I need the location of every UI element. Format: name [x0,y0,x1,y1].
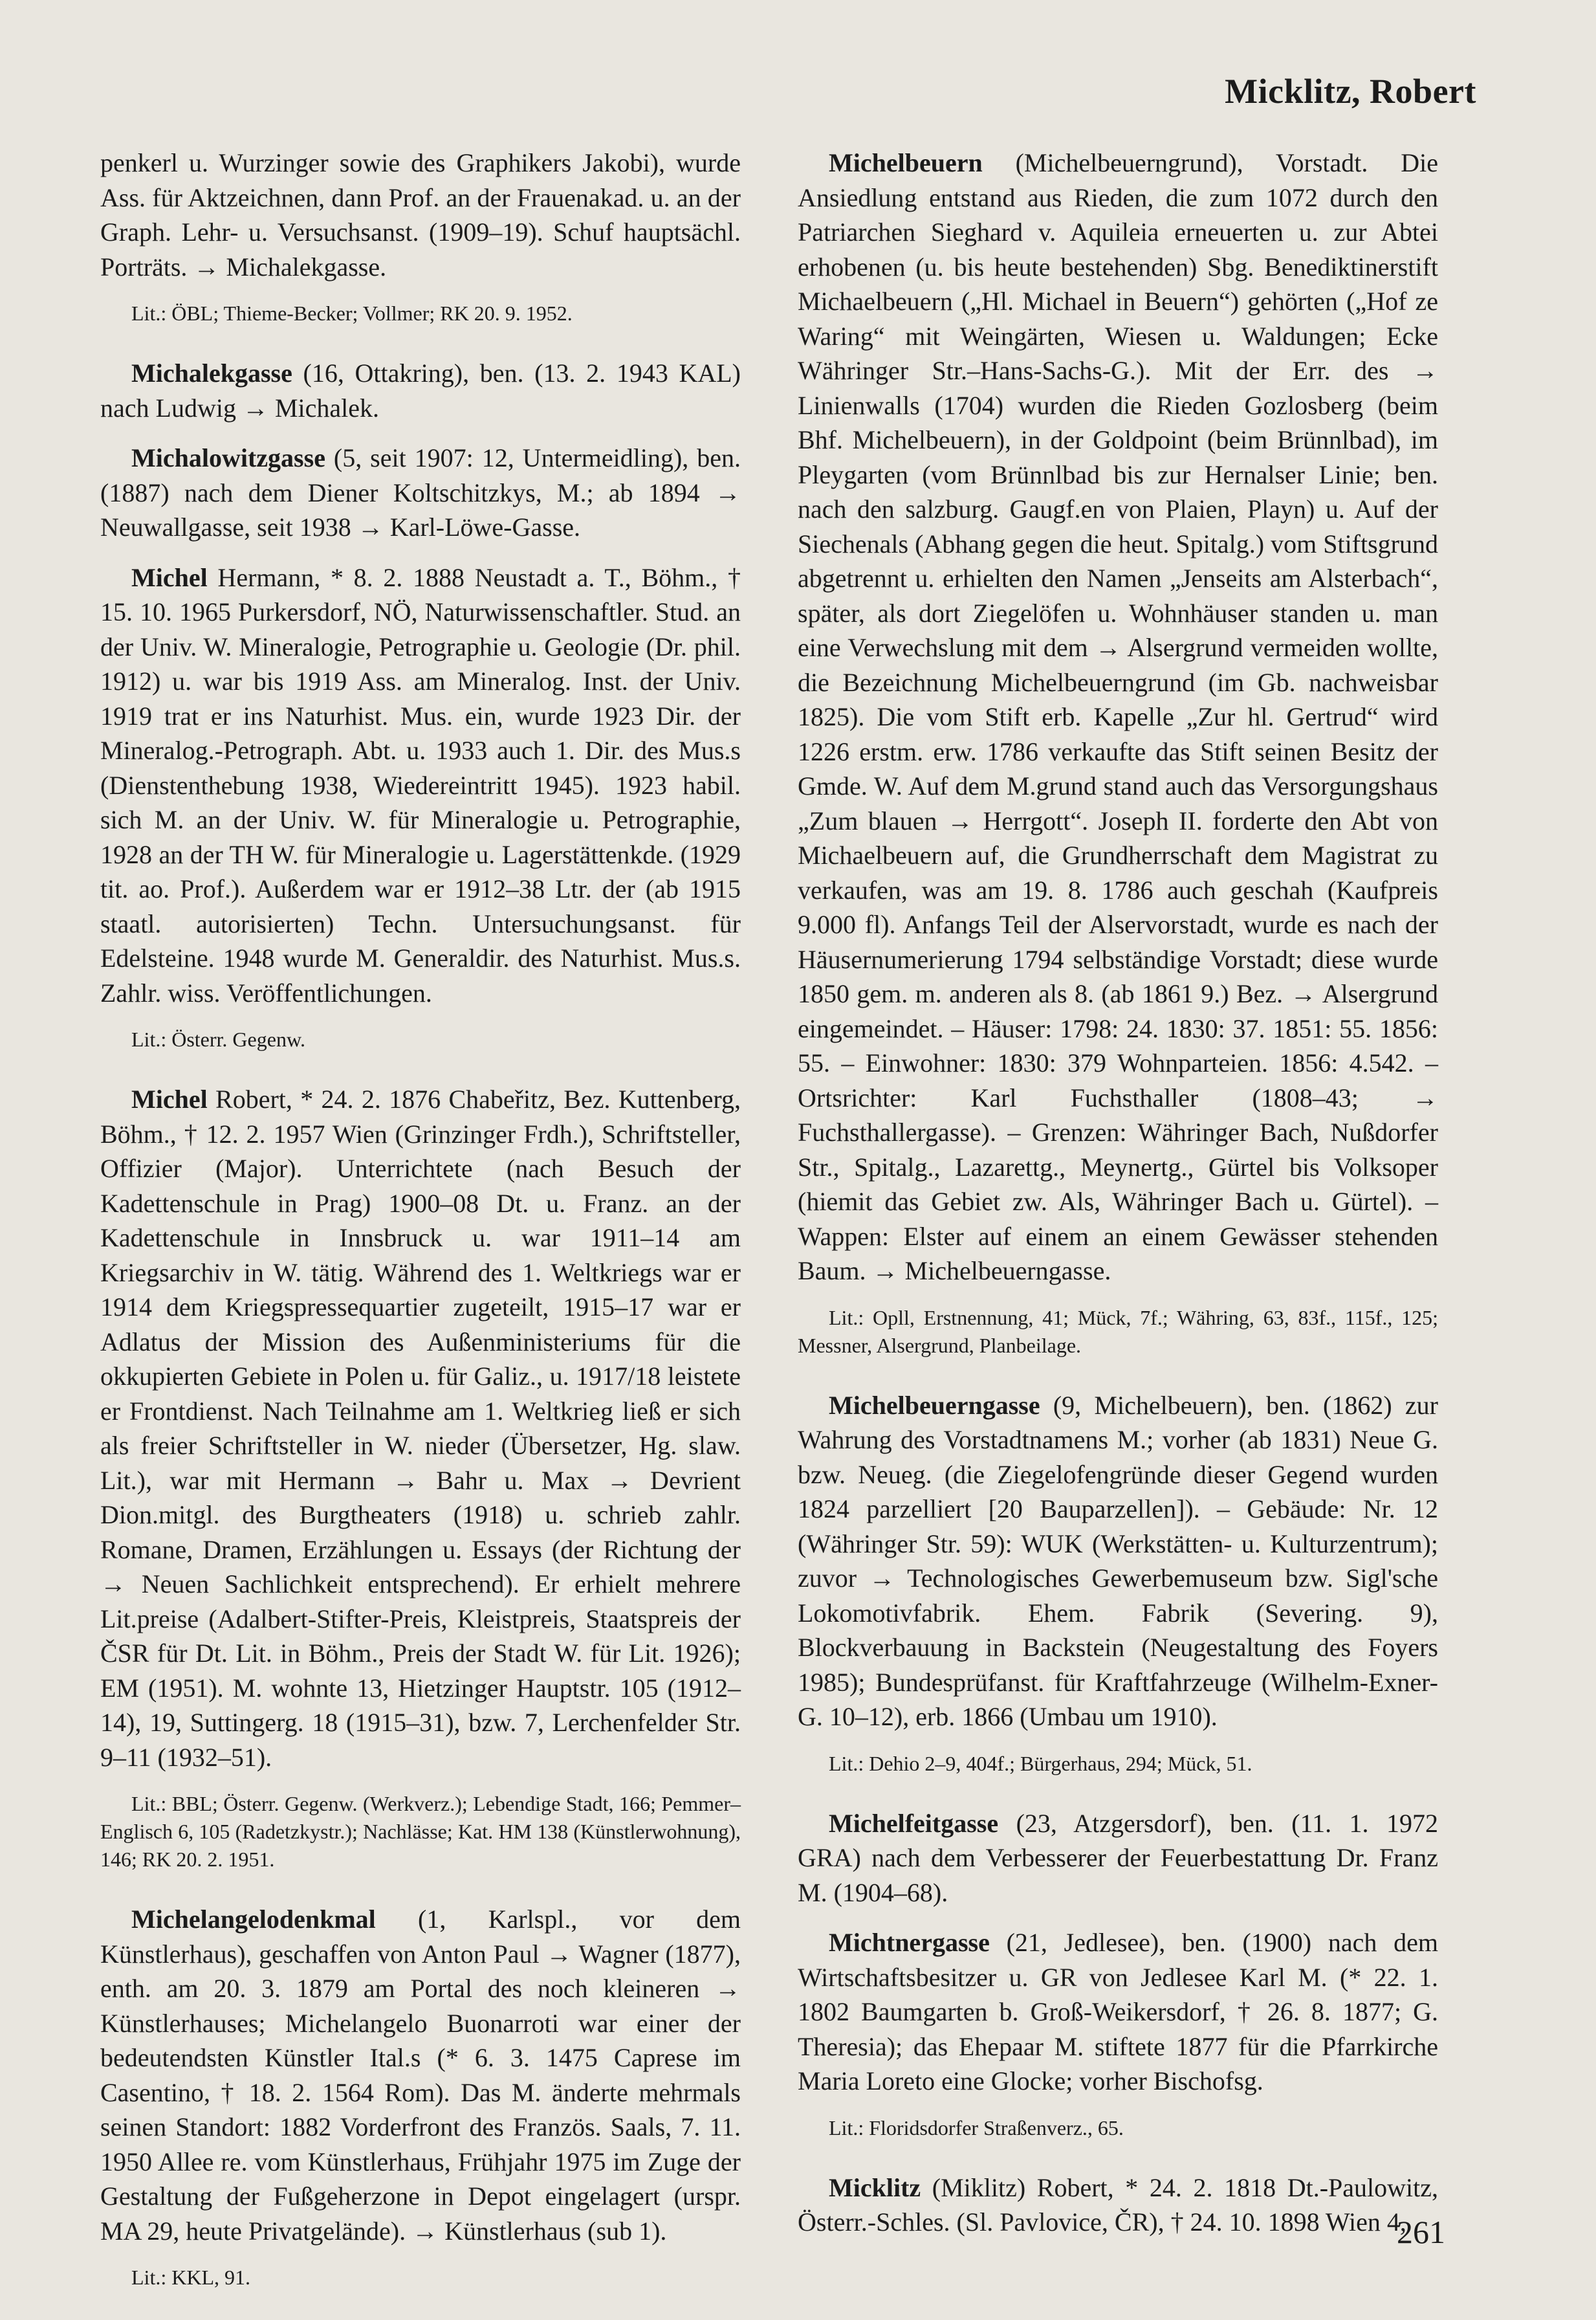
page-number: 261 [1397,2214,1445,2250]
left-column [100,146,741,2320]
literature-note: Lit.: Österr. Gegenw. [131,1028,305,1051]
literature-note: Lit.: KKL, 91. [131,2266,250,2289]
literature-note: Lit.: ÖBL; Thieme-Becker; Vollmer; RK 20. 9. 1952. [131,302,573,325]
headword: Michelfeitgasse [829,1808,999,1838]
right-column [798,146,1438,2255]
headword: Michel [131,562,208,592]
headword: Michalekgasse [131,359,292,388]
entry-michelbeuern: Michelbeuern (Michelbeuerngrund), Vorstadt. Die Ansiedlung entstand aus Rieden, die zum 1072 durch den Patriarchen Sieghard v. Aquileia erneuerten u. zur Abtei erhobenen (u. bis heute bestehenden) Sbg. Benediktinerstift Michaelbeuern („Hl. Michael in Beuern“) gehörten („Hof ze Waring“ mit Weingärten, Wiesen u. Waldungen; Ecke Währinger Str.–Hans-Sachs-G.). Mit der Err. des → Linienwalls (1704) wurden die Rieden Gozlosberg (beim Bhf. Michelbeuern), in der Goldpoint (beim Brünnlbad), im Pleygarten (vom Brünnlbad bis zur Hernalser Linie; ben. nach den salzburg. Gaugf.en von Plaien, Playn) u. Auf der Siechenals (Abhang gegen die heut. Spitalg.) vom Stiftsgrund abgetrennt u. erhielten den Namen „Jenseits am Alsterbach“, später, als dort Ziegelöfen u. Wohnhäuser standen u. man eine Verwechslung mit dem → Alsergrund vermeiden wollte, die Bezeichnung Michelbeuerngrund (im Gb. nachweisbar 1825). Die vom Stift erb. Kapelle „Zur hl. Gertrud“ wird 1226 erstm. erw. 1786 verkaufte das Stift seinen Besitz der Gmde. W. Auf dem M.grund stand auch das Versorgungshaus „Zum blauen → Herrgott“. Joseph II. forderte den Abt von Michaelbeuern auf, die Grundherrschaft dem Magistrat zu verkaufen, was am 19. 8. 1786 auch geschah (Kaufpreis 9.000 fl). Anfangs Teil der Alservorstadt, wurde es nach der Häusernumerierung 1794 selbständige Vorstadt; diese wurde 1850 gem. m. anderen als 8. (ab 1861 9.) Bez. → Alsergrund eingemeindet. – Häuser: 1798: 24. 1830: 37. 1851: 55. 1856: 55. – Einwohner: 1830: 379 Wohnparteien. 1856: 4.542. – Ortsrichter: Karl Fuchsthaller (1808–43; → Fuchsthallergasse). – Grenzen: Währinger Bach, Nußdorfer Str., Spitalg., Lazarettg., Meynertg., Gürtel bis Volksoper (hiemit das Gebiet zw. Als, Währinger Bach u. Gürtel). – Wappen: Elster auf einem an einem Gewässer stehenden Baum. → Michelbeuerngasse. [798,148,1438,1285]
literature-note: Lit.: BBL; Österr. Gegenw. (Werkverz.); Lebendige Stadt, 166; Pemmer–Englisch 6, 105 (Radetzkystr.); Nachlässe; Kat. HM 138 (Künstlerwohnung), 146; RK 20. 2. 1951. [100,1792,741,1871]
headword: Michelangelodenkmal [131,1905,376,1934]
entry-michel-hermann: Michel Hermann, * 8. 2. 1888 Neustadt a. T., Böhm., † 15. 10. 1965 Purkersdorf, NÖ, Naturwissenschaftler. Stud. an der Univ. W. Mineralogie, Petrographie u. Geologie (Dr. phil. 1912) u. war bis 1919 Ass. am Mineralog. Inst. der Univ. 1919 trat er ins Naturhist. Mus. ein, wurde 1923 Dir. der Mineralog.-Petrograph. Abt. u. 1933 auch 1. Dir. des Mus.s (Dienstenthebung 1938, Wiedereintritt 1945). 1923 habil. sich M. an der Univ. W. für Mineralogie u. Petrographie, 1928 an der TH W. für Mineralogie u. Lagerstättenkde. (1929 tit. ao. Prof.). Außerdem war er 1912–38 Ltr. der (ab 1915 staatl. autorisierten) Techn. Untersuchungsanst. für Edelsteine. 1948 wurde M. Generaldir. des Naturhist. Mus.s. Zahlr. wiss. Veröffentlichungen. [100,562,741,1008]
entry-michelbeuerngasse: Michelbeuerngasse (9, Michelbeuern), ben. (1862) zur Wahrung des Vorstadtnamens M.; vorher (ab 1831) Neue G. bzw. Neueg. (die Ziegelofengründe dieser Gegend wurden 1824 parzelliert [20 Bauparzellen]). – Gebäude: Nr. 12 (Währinger Str. 59): WUK (Werkstätten- u. Kulturzentrum); zuvor → Technologisches Gewerbemuseum bzw. Sigl'sche Lokomotivfabrik. Ehem. Fabrik (Severing. 9), Blockverbauung in Backstein (Neugestaltung des Foyers 1985); Bundesprüfanst. für Kraftfahrzeuge (Wilhelm-Exner-G. 10–12), erb. 1866 (Umbau um 1910). [798,1390,1438,1731]
literature-note: Lit.: Opll, Erstnennung, 41; Mück, 7f.; Währing, 63, 83f., 115f., 125; Messner, Alsergrund, Planbeilage. [798,1305,1438,1357]
running-title: Micklitz, Robert [1225,72,1476,111]
headword: Micklitz [829,2172,921,2202]
entry-michelangelodenkmal: Michelangelodenkmal (1, Karlspl., vor dem Künstlerhaus), geschaffen von Anton Paul → Wagner (1877), enth. am 20. 3. 1879 am Portal des noch kleineren → Künstlerhauses; Michelangelo Buonarroti war einer der bedeutendsten Künstler Ital.s (* 6. 3. 1475 Caprese im Casentino, † 18. 2. 1564 Rom). Das M. änderte mehrmals seinen Standort: 1882 Vorderfront des Französ. Saals, 7. 11. 1950 Allee re. vom Künstlerhaus, Frühjahr 1975 im Zuge der Gestaltung der Fußgeherzone in Depot eingelagert (urspr. MA 29, heute Privatgelände). → Künstlerhaus (sub 1). [100,1905,741,2246]
entry-micklitz: Micklitz (Miklitz) Robert, * 24. 2. 1818 Dt.-Paulowitz, Österr.-Schles. (Sl. Pavlovice, ČR), † 24. 10. 1898 Wien 4, [798,2172,1438,2237]
entry-michelfeitgasse: Michelfeitgasse (23, Atzgersdorf), ben. (11. 1. 1972 GRA) nach dem Verbesserer der Feuerbestattung Dr. Franz M. (1904–68). [798,1808,1438,1907]
literature-note: Lit.: Floridsdorfer Straßenverz., 65. [829,2116,1124,2139]
entry-continuation: penkerl u. Wurzinger sowie des Graphikers Jakobi), wurde Ass. für Aktzeichnen, dann Prof. an der Frauenakad. u. an der Graph. Lehr- u. Versuchsanst. (1909–19). Schuf hauptsächl. Porträts. → Michalekgasse. [100,148,741,282]
entry-michtnergasse: Michtnergasse (21, Jedlesee), ben. (1900) nach dem Wirtschaftsbesitzer u. GR von Jedlesee Karl M. (* 22. 1. 1802 Baumgarten b. Groß-Weikersdorf, † 26. 8. 1877; G. Theresia); das Ehepaar M. stiftete 1877 für die Pfarrkirche Maria Loreto eine Glocke; vorher Bischofsg. [798,1928,1438,2095]
entry-michel-robert: Michel Robert, * 24. 2. 1876 Chabeřitz, Bez. Kuttenberg, Böhm., † 12. 2. 1957 Wien (Grinzinger Frdh.), Schriftsteller, Offizier (Major). Unterrichtete (nach Besuch der Kadettenschule in Prag) 1900–08 Dt. u. Franz. an der Kadettenschule in Innsbruck u. war 1911–14 am Kriegsarchiv in W. tätig. Während des 1. Weltkriegs war er 1914 dem Kriegspressequartier zugeteilt, 1915–17 war er Adlatus der Mission des Außenministeriums für die okkupierten Gebiete in Polen u. für Galiz., u. 1917/18 leistete er Frontdienst. Nach Teilnahme am 1. Weltkrieg ließ er sich als freier Schriftsteller in W. nieder (Übersetzer, Hg. slaw. Lit.), war mit Hermann → Bahr u. Max → Devrient Dion.mitgl. des Burgtheaters (1918) u. schrieb zahlr. Romane, Dramen, Erzählungen u. Essays (der Richtung der → Neuen Sachlichkeit entsprechend). Er erhielt mehrere Lit.preise (Adalbert-Stifter-Preis, Kleistpreis, Staatspreis der ČSR für Dt. Lit. in Böhm., Preis der Stadt W. für Lit. 1926); EM (1951). M. wohnte 13, Hietzinger Hauptstr. 105 (1912–14), 19, Suttingerg. 18 (1915–31), bzw. 7, Lerchenfelder Str. 9–11 (1932–51). [100,1085,741,1772]
headword: Michalowitzgasse [131,443,325,472]
headword: Michelbeuerngasse [829,1390,1040,1420]
literature-note: Lit.: Dehio 2–9, 404f.; Bürgerhaus, 294; Mück, 51. [829,1751,1252,1775]
headword: Michelbeuern [829,148,983,177]
entry-michalowitzgasse: Michalowitzgasse (5, seit 1907: 12, Untermeidling), ben. (1887) nach dem Diener Koltschitzkys, M.; ab 1894 → Neuwallgasse, seit 1938 → Karl-Löwe-Gasse. [100,443,741,542]
headword: Michtnergasse [829,1928,990,1957]
headword: Michel [131,1085,208,1114]
entry-michalekgasse: Michalekgasse (16, Ottakring), ben. (13. 2. 1943 KAL) nach Ludwig → Michalek. [100,359,741,423]
